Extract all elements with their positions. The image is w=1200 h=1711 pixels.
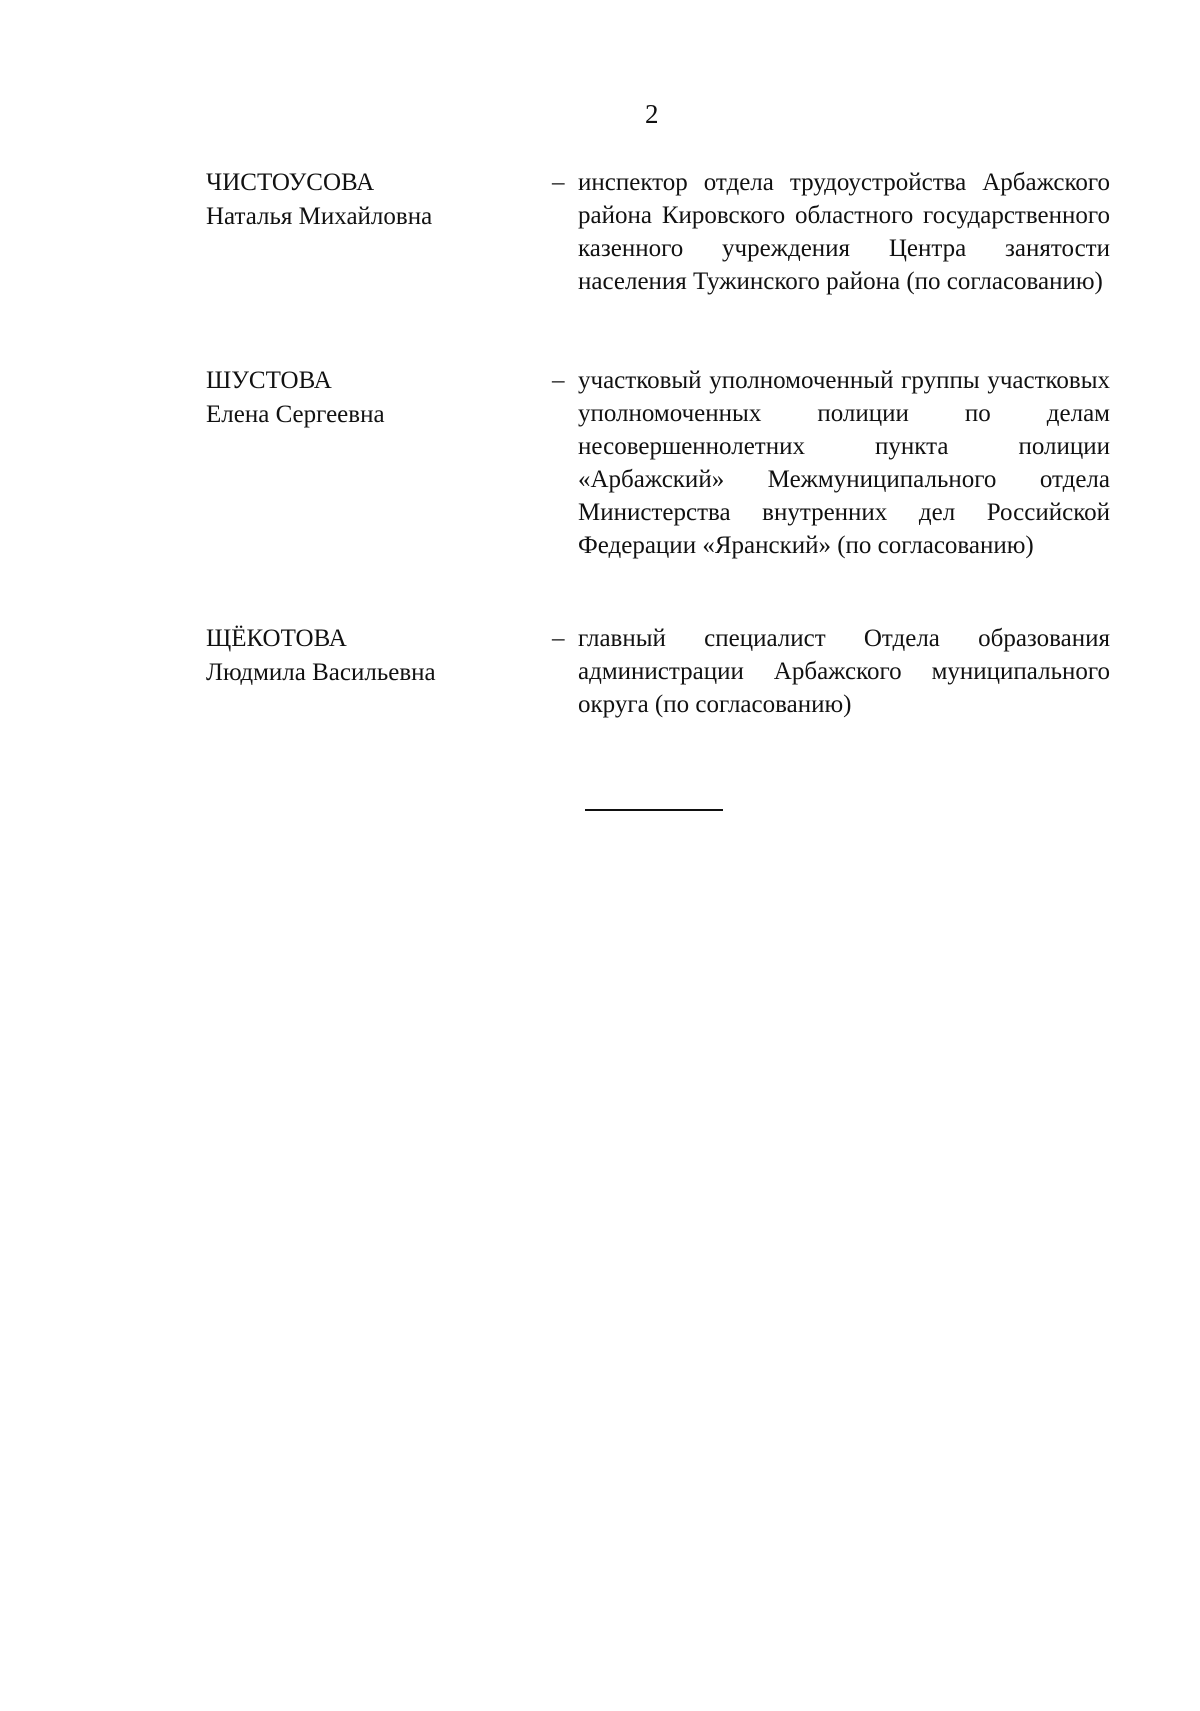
- member-name: [206, 166, 536, 234]
- entry-dash: –: [552, 367, 565, 394]
- member-surname: ШУСТОВА: [206, 367, 332, 394]
- member-name: [206, 622, 536, 690]
- member-name: [206, 364, 536, 432]
- entry-dash: –: [552, 625, 565, 652]
- member-surname: ЩЁКОТОВА: [206, 625, 347, 652]
- member-given-names: Елена Сергеевна: [206, 401, 385, 428]
- member-role: главный специалист Отдела образования администрации Арбажского муниципального округа (по согласованию): [578, 625, 1110, 718]
- member-role: инспектор отдела трудоустройства Арбажского района Кировского областного государственного казенного учреждения Центра занятости населения Тужинского района (по согласованию): [578, 169, 1110, 295]
- member-given-names: Людмила Васильевна: [206, 659, 436, 686]
- member-given-names: Наталья Михайловна: [206, 203, 433, 230]
- entry-dash: –: [552, 169, 565, 196]
- end-separator-line: [585, 809, 723, 811]
- member-role: участковый уполномоченный группы участковых уполномоченных полиции по делам несовершеннолетних пункта полиции «Арбажский» Межмуниципального отдела Министерства внутренних дел Российской Федерации «Яранский» (по согласованию): [578, 367, 1110, 559]
- page-number: 2: [645, 99, 659, 129]
- member-surname: ЧИСТОУСОВА: [206, 169, 375, 196]
